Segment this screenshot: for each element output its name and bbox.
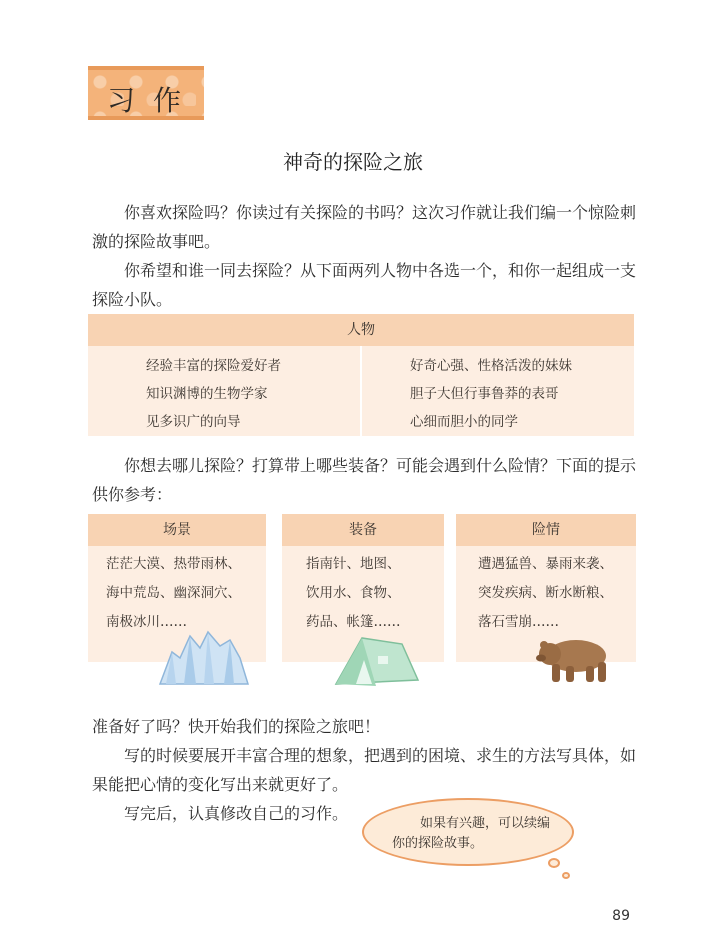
paragraph-team: 你希望和谁一同去探险？从下面两列人物中各选一个，和你一起组成一支探险小队。 — [92, 261, 637, 309]
card-scene-body — [88, 546, 266, 637]
glacier-icon — [158, 628, 250, 686]
card-danger-line: 遭遇猛兽、暴雨来袭、 — [478, 556, 613, 572]
page-title: 神奇的探险之旅 — [283, 150, 423, 174]
section-badge — [88, 66, 204, 120]
card-equipment-line: 饮用水、食物、 — [306, 585, 401, 601]
card-scene-header: 场景 — [88, 514, 266, 546]
people-left-column — [146, 352, 281, 436]
paragraph-prompts: 你想去哪儿探险？打算带上哪些装备？可能会遇到什么险情？下面的提示供你参考： — [92, 456, 637, 504]
card-equipment-line: 药品、帐篷…… — [306, 614, 401, 630]
people-table — [88, 314, 634, 436]
paragraph-intro: 你喜欢探险吗？你读过有关探险的书吗？这次习作就让我们编一个惊险刺激的探险故事吧。 — [92, 203, 637, 251]
thought-bubble-text: 如果有兴趣，可以续编你的探险故事。 — [392, 816, 551, 851]
people-left-item: 见多识广的向导 — [146, 414, 241, 430]
people-table-header: 人物 — [88, 314, 634, 346]
page-number: 89 — [612, 908, 630, 924]
paragraph-ready: 准备好了吗？快开始我们的探险之旅吧！ — [92, 717, 381, 736]
people-right-column — [410, 352, 572, 436]
card-equipment-header: 装备 — [282, 514, 444, 546]
people-left-item: 知识渊博的生物学家 — [146, 386, 268, 402]
section-badge-label: 习作 — [106, 84, 199, 117]
bear-icon — [536, 630, 618, 686]
card-scene-line: 茫茫大漠、热带雨林、 — [106, 556, 241, 572]
tent-icon — [332, 630, 422, 688]
card-scene-line: 南极冰川…… — [106, 614, 187, 630]
thought-bubble-dot — [562, 872, 570, 879]
people-table-divider — [360, 346, 362, 436]
people-left-item: 经验丰富的探险爱好者 — [146, 358, 281, 374]
card-danger-line: 突发疾病、断水断粮、 — [478, 585, 613, 601]
paragraph-tips: 写的时候要展开丰富合理的想象，把遇到的困境、求生的方法写具体，如果能把心情的变化写出来就更好了。 — [92, 746, 637, 794]
card-equipment-body — [282, 546, 444, 637]
card-danger-line: 落石雪崩…… — [478, 614, 559, 630]
people-right-item: 好奇心强、性格活泼的妹妹 — [410, 358, 572, 374]
thought-bubble-dot — [548, 858, 560, 868]
paragraph-revise: 写完后，认真修改自己的习作。 — [124, 804, 349, 823]
card-scene-line: 海中荒岛、幽深洞穴、 — [106, 585, 241, 601]
people-right-item: 心细而胆小的同学 — [410, 414, 518, 430]
card-danger-header: 险情 — [456, 514, 636, 546]
people-right-item: 胆子大但行事鲁莽的表哥 — [410, 386, 559, 402]
card-danger-body — [456, 546, 636, 637]
card-equipment-line: 指南针、地图、 — [306, 556, 401, 572]
